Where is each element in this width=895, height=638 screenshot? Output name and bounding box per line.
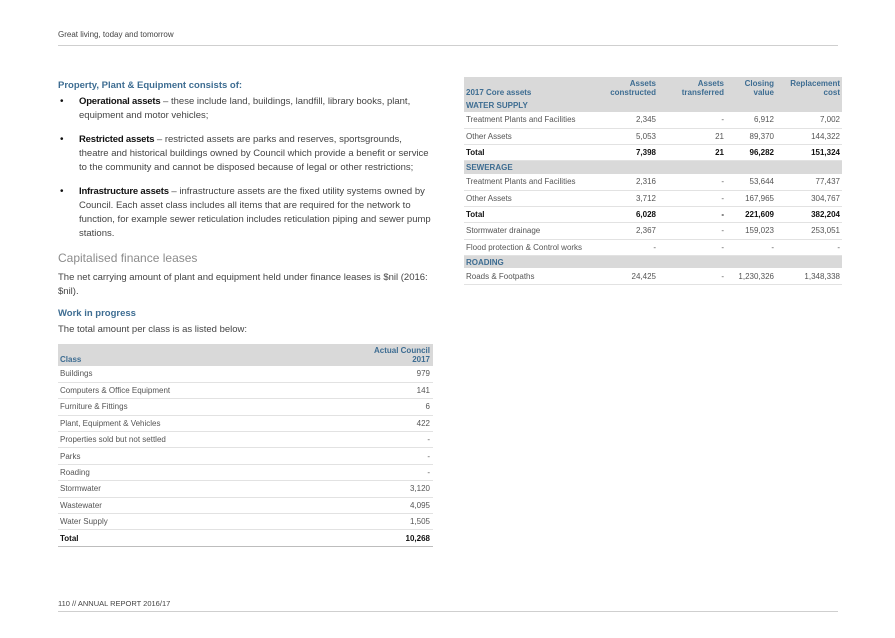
wip-table xyxy=(58,344,433,547)
table-row xyxy=(58,481,433,497)
header-line: value xyxy=(753,88,774,97)
row-label: Buildings xyxy=(58,366,303,382)
table-row xyxy=(58,514,433,530)
cell-closing: 159,023 xyxy=(726,223,776,239)
bullet-infrastructure-assets xyxy=(58,185,433,241)
cell-constructed: 3,712 xyxy=(588,190,658,206)
cell-constructed: 2,316 xyxy=(588,174,658,190)
header-line: Replacement xyxy=(790,79,840,88)
cell-transferred: - xyxy=(658,112,726,128)
row-label: Stormwater drainage xyxy=(464,223,588,239)
cell-closing: 221,609 xyxy=(726,206,776,222)
core-header-row xyxy=(464,77,842,99)
table-row xyxy=(464,268,842,284)
cell-replacement: 7,002 xyxy=(776,112,842,128)
row-value: - xyxy=(303,448,433,464)
cell-transferred: - xyxy=(658,190,726,206)
row-label: Roads & Footpaths xyxy=(464,268,588,284)
bullet-term: Operational assets xyxy=(79,96,161,107)
cell-transferred: - xyxy=(658,223,726,239)
wip-col-actual-line1: Actual Council xyxy=(373,346,430,355)
table-row xyxy=(464,128,842,144)
cell-constructed: - xyxy=(588,239,658,255)
cell-constructed: 24,425 xyxy=(588,268,658,284)
cell-replacement: 144,322 xyxy=(776,128,842,144)
cell-closing: 53,644 xyxy=(726,174,776,190)
row-label: Parks xyxy=(58,448,303,464)
sewerage-total-row xyxy=(464,206,842,222)
cell-closing: - xyxy=(726,239,776,255)
row-value: 141 xyxy=(303,382,433,398)
footer-divider xyxy=(58,611,838,612)
wip-col-class: Class xyxy=(58,344,303,366)
core-assets-table xyxy=(464,77,842,285)
cell-constructed: 5,053 xyxy=(588,128,658,144)
table-row xyxy=(58,432,433,448)
ppe-heading: Property, Plant & Equipment consists of: xyxy=(58,80,243,91)
row-label: Total xyxy=(464,145,588,161)
row-label: Properties sold but not settled xyxy=(58,432,303,448)
cell-replacement: 1,348,338 xyxy=(776,268,842,284)
cell-closing: 6,912 xyxy=(726,112,776,128)
table-row xyxy=(58,382,433,398)
group-water-supply xyxy=(464,99,842,112)
header-line: Closing xyxy=(744,79,774,88)
row-label: Furniture & Fittings xyxy=(58,399,303,415)
core-col-replacement xyxy=(776,77,842,99)
water-supply-total-row xyxy=(464,145,842,161)
header-line: cost xyxy=(823,88,840,97)
core-col-constructed xyxy=(588,77,658,99)
bullet-text: – infrastructure assets are the fixed utility systems owned by Council. Each asset class includes all items that are required for the network to function, for example sewer reticulation includes reticulation piping and sewer pump stations. xyxy=(79,186,431,239)
finance-leases-text: The net carrying amount of plant and equipment held under finance leases is $nil (2016: $nil). xyxy=(58,272,428,297)
bullet-text: – these include land, buildings, landfill, library books, plant, equipment and motor vehicles; xyxy=(79,96,411,121)
table-row xyxy=(58,497,433,513)
wip-col-actual xyxy=(303,344,433,366)
table-row xyxy=(464,174,842,190)
cell-closing: 167,965 xyxy=(726,190,776,206)
cell-replacement: 382,204 xyxy=(776,206,842,222)
cell-constructed: 7,398 xyxy=(588,145,658,161)
group-label: WATER SUPPLY xyxy=(464,99,842,112)
bullet-operational-assets xyxy=(58,95,433,123)
row-label: Other Assets xyxy=(464,190,588,206)
cell-closing: 1,230,326 xyxy=(726,268,776,284)
cell-replacement: 77,437 xyxy=(776,174,842,190)
cell-constructed: 2,367 xyxy=(588,223,658,239)
cell-constructed: 6,028 xyxy=(588,206,658,222)
row-value: - xyxy=(303,464,433,480)
row-label: Plant, Equipment & Vehicles xyxy=(58,415,303,431)
cell-transferred: 21 xyxy=(658,145,726,161)
group-label: ROADING xyxy=(464,255,842,268)
group-sewerage xyxy=(464,161,842,174)
bullet-icon: • xyxy=(60,186,64,197)
core-col-closing xyxy=(726,77,776,99)
total-value: 10,268 xyxy=(303,530,433,546)
row-label: Other Assets xyxy=(464,128,588,144)
group-label: SEWERAGE xyxy=(464,161,842,174)
cell-transferred: - xyxy=(658,268,726,284)
row-label: Water Supply xyxy=(58,514,303,530)
table-row xyxy=(58,448,433,464)
total-label: Total xyxy=(58,530,303,546)
row-value: 979 xyxy=(303,366,433,382)
row-label: Treatment Plants and Facilities xyxy=(464,174,588,190)
cell-closing: 89,370 xyxy=(726,128,776,144)
page-footer: 110 // ANNUAL REPORT 2016/17 xyxy=(58,599,171,608)
table-row xyxy=(58,415,433,431)
wip-header-row xyxy=(58,344,433,366)
bullet-text: – restricted assets are parks and reserves, sportsgrounds, theatre and historical buildings owned by Council which provide a benefit or service to the community and cannot be disposed because of legal or other restrictions; xyxy=(79,134,429,173)
cell-closing: 96,282 xyxy=(726,145,776,161)
core-col-transferred xyxy=(658,77,726,99)
row-label: Computers & Office Equipment xyxy=(58,382,303,398)
bullet-icon: • xyxy=(60,96,64,107)
cell-transferred: 21 xyxy=(658,128,726,144)
row-value: 1,505 xyxy=(303,514,433,530)
row-label: Wastewater xyxy=(58,497,303,513)
row-label: Total xyxy=(464,206,588,222)
row-label: Roading xyxy=(58,464,303,480)
table-row xyxy=(464,190,842,206)
cell-transferred: - xyxy=(658,206,726,222)
core-col-label: 2017 Core assets xyxy=(464,77,588,99)
cell-replacement: - xyxy=(776,239,842,255)
header-divider xyxy=(58,45,838,46)
wip-total-row xyxy=(58,530,433,546)
bullet-restricted-assets xyxy=(58,133,433,175)
bullet-term: Restricted assets xyxy=(79,134,155,145)
cell-replacement: 304,767 xyxy=(776,190,842,206)
wip-col-actual-line2: 2017 xyxy=(412,355,430,364)
group-roading xyxy=(464,255,842,268)
table-row xyxy=(464,239,842,255)
bullet-icon: • xyxy=(60,134,64,145)
ppe-bullet-list xyxy=(58,95,433,241)
row-value: 6 xyxy=(303,399,433,415)
row-value: 3,120 xyxy=(303,481,433,497)
table-row xyxy=(58,366,433,382)
table-row xyxy=(58,399,433,415)
row-label: Flood protection & Control works xyxy=(464,239,588,255)
header-line: Assets xyxy=(629,79,656,88)
cell-transferred: - xyxy=(658,174,726,190)
left-column xyxy=(58,80,433,547)
finance-leases-title: Capitalised finance leases xyxy=(58,251,198,265)
table-row xyxy=(58,464,433,480)
cell-transferred: - xyxy=(658,239,726,255)
row-value: 422 xyxy=(303,415,433,431)
bullet-term: Infrastructure assets xyxy=(79,186,169,197)
header-line: constructed xyxy=(610,88,656,97)
row-label: Stormwater xyxy=(58,481,303,497)
cell-constructed: 2,345 xyxy=(588,112,658,128)
row-label: Treatment Plants and Facilities xyxy=(464,112,588,128)
cell-replacement: 253,051 xyxy=(776,223,842,239)
wip-intro: The total amount per class is as listed below: xyxy=(58,324,248,335)
table-row xyxy=(464,223,842,239)
wip-heading: Work in progress xyxy=(58,308,136,319)
table-row xyxy=(464,112,842,128)
cell-replacement: 151,324 xyxy=(776,145,842,161)
page-header: Great living, today and tomorrow xyxy=(58,30,174,39)
header-line: transferred xyxy=(681,88,724,97)
row-value: - xyxy=(303,432,433,448)
row-value: 4,095 xyxy=(303,497,433,513)
header-line: Assets xyxy=(697,79,724,88)
